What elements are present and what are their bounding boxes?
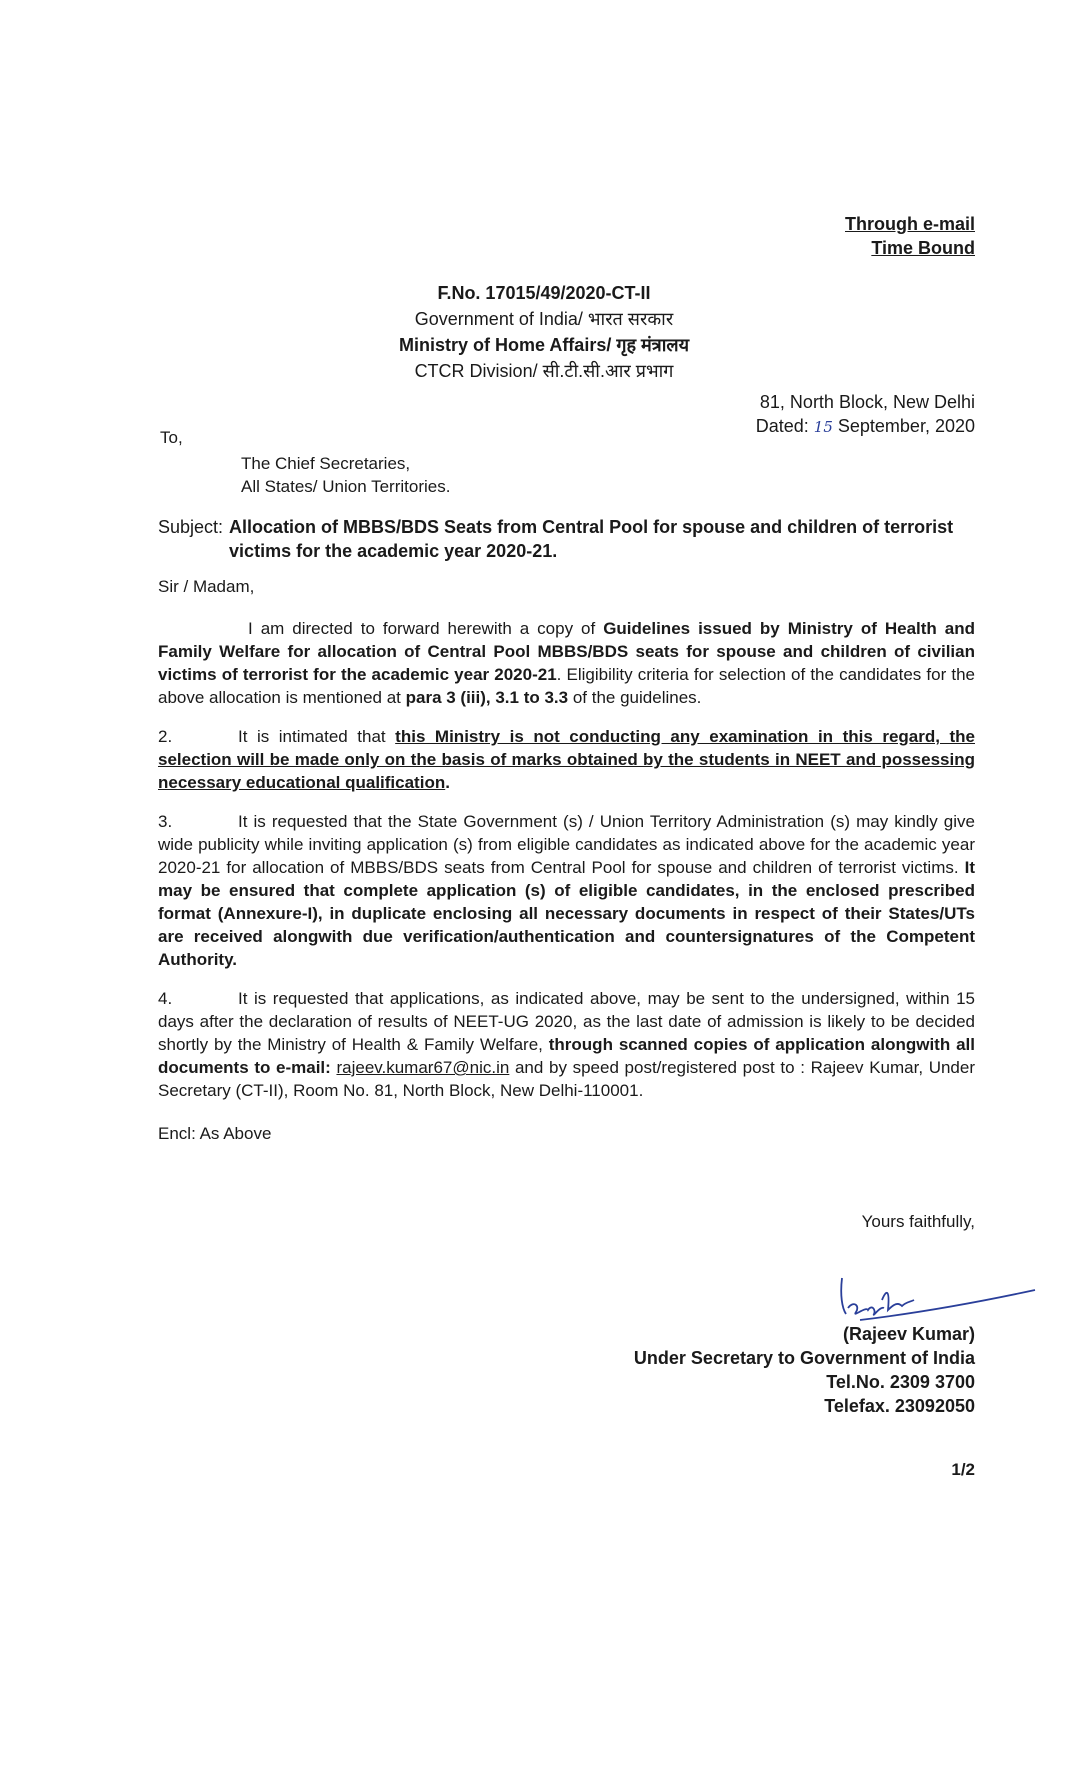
salutation: Sir / Madam, <box>158 577 255 596</box>
email-link[interactable]: rajeev.kumar67@nic.in <box>336 1058 510 1077</box>
recipient <box>241 452 450 498</box>
letterhead <box>0 280 1088 384</box>
p3-num: 3. <box>158 812 173 831</box>
time-bound: Time Bound <box>871 238 975 258</box>
signatory-name: (Rajeev Kumar) <box>842 1324 975 1344</box>
p3-text: It is requested that the State Government (s) / Union Territory Administration (s) may kindly give wide publicity while inviting application (s) from eligible candidates as indicated above for the academic year 2020-21 for allocation of MBBS/BDS seats from Central Pool for spouse and children of terrorist victims. <box>158 812 975 877</box>
recipient-line-1: The Chief Secretaries, <box>241 454 411 473</box>
signatory-designation: Under Secretary to Government of India <box>633 1348 975 1368</box>
subject-label: Subject: <box>158 517 224 537</box>
through-email: Through e-mail <box>845 214 975 234</box>
recipient-line-2: All States/ Union Territories. <box>241 477 451 496</box>
p3-bold: It may be ensured that complete application (s) of eligible candidates, in the enclosed prescribed format (Annexure-I), in duplicate enclosing all necessary documents in respect of their States/UTs are received alongwith due verification/authentication and countersignatures of the Competent Authority. <box>158 858 975 969</box>
to-label: To, <box>160 428 183 447</box>
paragraph-2 <box>158 725 975 794</box>
p2-num: 2. <box>158 727 173 746</box>
signatory-block <box>634 1322 975 1418</box>
p2-text: It is intimated that <box>238 727 396 746</box>
signatory-tel: Tel.No. 2309 3700 <box>826 1372 975 1392</box>
p4-text-2: and by speed post/registered post to : Rajeev Kumar, Under Secretary (CT-II), Room No. 81, North Block, New Delhi-110001. <box>158 1058 975 1100</box>
subject <box>158 515 975 563</box>
p4-bold: through scanned copies of application alongwith all documents to e-mail: <box>158 1035 975 1077</box>
address-block <box>756 390 975 439</box>
p4-text: It is requested that applications, as indicated above, may be sent to the undersigned, within 15 days after the declaration of results of NEET-UG 2020, as the last date of admission is likely to be decided shortly by the Ministry of Health & Family Welfare, <box>158 989 975 1054</box>
file-number: F.No. 17015/49/2020-CT-II <box>437 283 651 303</box>
ministry-line: Ministry of Home Affairs/ गृह मंत्रालय <box>398 335 690 355</box>
body <box>158 617 975 1145</box>
dated-label: Dated: <box>755 416 809 436</box>
p2-emphasis: this Ministry is not conducting any examination in this regard, the selection will be made only on the basis of marks obtained by the students in NEET and possessing necessary educational qualification <box>158 727 975 792</box>
subject-text: Allocation of MBBS/BDS Seats from Central Pool for spouse and children of terrorist victims for the academic year 2020-21. <box>229 517 954 561</box>
division-line: CTCR Division/ सी.टी.सी.आर प्रभाग <box>414 361 674 381</box>
paragraph-3 <box>158 810 975 971</box>
handwritten-date: 15 <box>813 418 833 436</box>
p1-text-3: of the guidelines. <box>568 688 702 707</box>
date-line <box>756 414 975 439</box>
address-line: 81, North Block, New Delhi <box>759 392 975 412</box>
enclosure: Encl: As Above <box>158 1124 272 1143</box>
signatory-telefax: Telefax. 23092050 <box>824 1396 975 1416</box>
delivery-mode <box>845 212 975 260</box>
paragraph-4 <box>158 987 975 1102</box>
p2-end: . <box>445 773 450 792</box>
p1-text-2: . Eligibility criteria for selection of the candidates for the above allocation is mentioned at <box>158 665 975 707</box>
p4-num: 4. <box>158 989 173 1008</box>
p1-text: I am directed to forward herewith a copy of <box>248 619 604 638</box>
closing: Yours faithfully, <box>861 1212 975 1231</box>
page-number: 1/2 <box>951 1460 975 1479</box>
p1-bold: Guidelines issued by Ministry of Health and Family Welfare for allocation of Central Pool MBBS/BDS seats for spouse and children of civilian victims of terrorist for the academic year 2020-21 <box>158 619 975 684</box>
p1-para-ref: para 3 (iii), 3.1 to 3.3 <box>405 688 569 707</box>
date-month-year: September, 2020 <box>837 416 975 436</box>
govt-line: Government of India/ भारत सरकार <box>414 309 674 329</box>
paragraph-1 <box>158 617 975 709</box>
